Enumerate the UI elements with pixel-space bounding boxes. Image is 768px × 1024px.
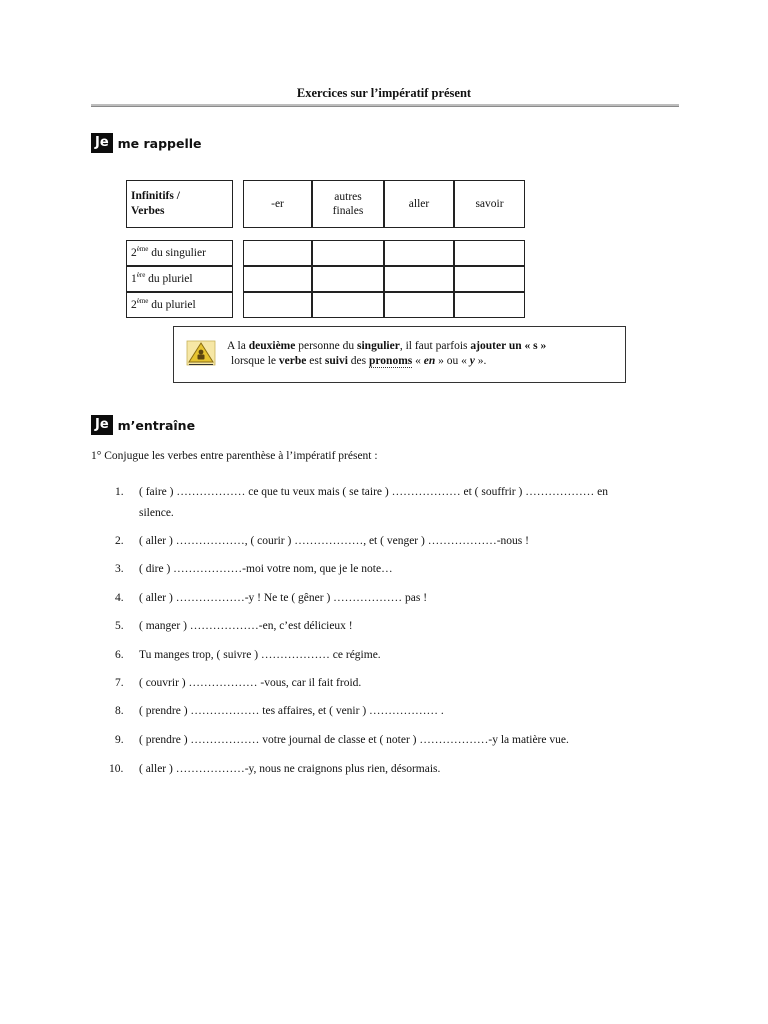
answer-cell[interactable] (384, 266, 454, 292)
conjugation-body-table (126, 240, 525, 318)
section-header-entraine (91, 415, 195, 435)
grammar-note-box (173, 326, 626, 383)
answer-cell[interactable] (454, 266, 525, 292)
answer-cell[interactable] (454, 292, 525, 318)
answer-cell[interactable] (312, 240, 384, 266)
answer-cell[interactable] (454, 240, 525, 266)
section-header-rappelle (91, 133, 202, 153)
row-label-2-plur: 2ème du pluriel (126, 292, 233, 318)
col-autres-finales: autres finales (312, 180, 384, 228)
page-title: Exercices sur l’impératif présent (296, 86, 472, 100)
note-line-1: A la deuxième personne du singulier, il faut parfois ajouter un « s » (227, 340, 547, 352)
answer-cell[interactable] (243, 292, 312, 318)
col-er: -er (243, 180, 312, 228)
section-label: m’entraîne (117, 417, 196, 433)
col-aller: aller (384, 180, 454, 228)
answer-cell[interactable] (243, 266, 312, 292)
row-label-1-plur: 1ère du pluriel (126, 266, 233, 292)
warning-sign-icon (186, 340, 216, 366)
col-savoir: savoir (454, 180, 525, 228)
answer-cell[interactable] (384, 292, 454, 318)
section-label: me rappelle (117, 135, 202, 151)
answer-cell[interactable] (312, 292, 384, 318)
je-badge: Je (91, 415, 113, 435)
title-divider (91, 104, 679, 107)
exercise-instruction: 1° Conjugue les verbes entre parenthèse à l’impératif présent : (91, 450, 378, 462)
note-line-2: lorsque le verbe est suivi des pronoms « en » ou « y ». (231, 355, 487, 367)
answer-cell[interactable] (243, 240, 312, 266)
row-label-2-sing: 2ème du singulier (126, 240, 233, 266)
je-badge: Je (91, 133, 113, 153)
answer-cell[interactable] (384, 240, 454, 266)
conjugation-header-table (126, 180, 525, 228)
answer-cell[interactable] (312, 266, 384, 292)
corner-cell: Infinitifs / Verbes (126, 180, 233, 228)
